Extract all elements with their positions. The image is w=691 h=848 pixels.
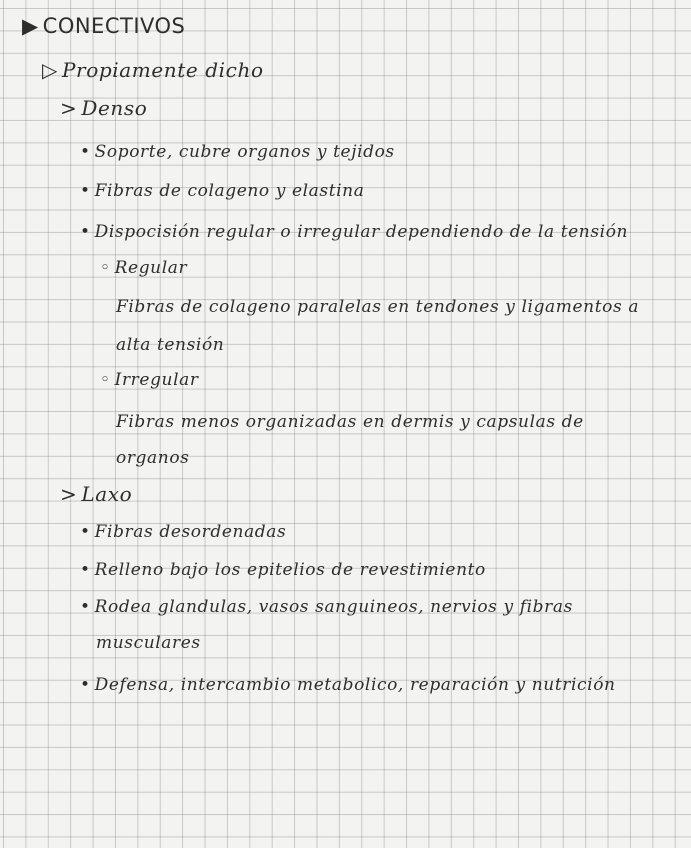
list-item-text: Fibras desordenadas (94, 522, 287, 542)
list-item (80, 222, 628, 242)
list-item (80, 597, 573, 617)
list-item (80, 675, 616, 695)
list-item-text: Dispocisión regular o irregular dependiendo de la tensión (94, 222, 629, 242)
list-item-text: Fibras de colageno y elastina (94, 181, 365, 201)
subsection-title-text: Propiamente dicho (61, 58, 264, 82)
description-line: Fibras menos organizadas en dermis y capsulas de (116, 412, 584, 432)
list-item-text: Defensa, intercambio metabolico, reparación y nutrición (94, 675, 616, 695)
bullet-icon: • (80, 560, 91, 580)
bullet-icon: • (80, 222, 91, 242)
bullet-icon: • (80, 597, 91, 617)
list-item (80, 522, 286, 542)
bullet-icon: • (80, 142, 91, 162)
list-item-text: Relleno bajo los epitelios de revestimiento (94, 560, 486, 580)
list-item (80, 181, 364, 201)
loose-heading (60, 482, 132, 506)
bullet-icon: • (80, 181, 91, 201)
description-line: Fibras de colageno paralelas en tendones y ligamentos a (116, 297, 640, 317)
section-title (22, 14, 185, 38)
bullet-icon: • (80, 675, 91, 695)
list-item-text: Soporte, cubre organos y tejidos (94, 142, 395, 162)
sub-list-item (100, 258, 187, 278)
sub-list-item-label: Irregular (114, 370, 199, 390)
dense-heading-text: Denso (81, 96, 148, 120)
subsection-title (42, 58, 264, 82)
list-item (80, 560, 486, 580)
loose-heading-text: Laxo (81, 482, 133, 506)
sub-list-item (100, 370, 199, 390)
hollow-bullet-icon: ◦ (100, 370, 111, 390)
chevron-right-icon: > (60, 96, 78, 120)
hollow-bullet-icon: ◦ (100, 258, 111, 278)
description-line: alta tensión (116, 335, 225, 355)
chevron-right-icon: > (60, 482, 78, 506)
sub-list-item-label: Regular (114, 258, 188, 278)
filled-triangle-icon: ▶ (22, 14, 39, 38)
section-title-text: CONECTIVOS (42, 14, 186, 38)
bullet-icon: • (80, 522, 91, 542)
list-item-text: Rodea glandulas, vasos sanguineos, nervios y fibras (94, 597, 573, 617)
list-item (80, 142, 395, 162)
description-line: musculares (96, 633, 201, 653)
outline-triangle-icon: ▷ (42, 58, 58, 82)
description-line: organos (116, 448, 190, 468)
dense-heading (60, 96, 147, 120)
